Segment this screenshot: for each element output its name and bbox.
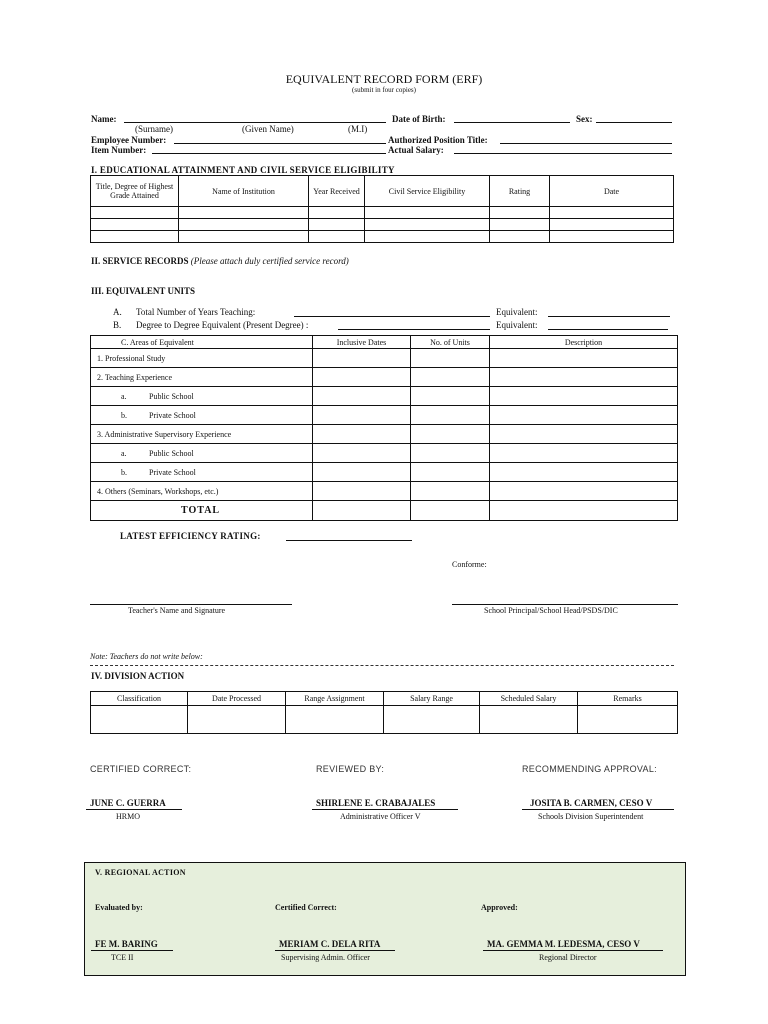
efficiency-rating-field[interactable]	[286, 540, 412, 541]
row-letter: a.	[121, 448, 127, 458]
table-row[interactable]	[91, 207, 674, 219]
col-inclusive-dates: Inclusive Dates	[313, 336, 411, 349]
row-letter: b.	[121, 410, 127, 420]
table-row[interactable]	[91, 706, 678, 734]
signatory-name: JUNE C. GUERRA	[90, 798, 166, 808]
position-title-label: Authorized Position Title:	[388, 135, 488, 145]
signatory-title: Administrative Officer V	[340, 812, 421, 821]
equivalent-b-label: Equivalent:	[496, 320, 538, 330]
teacher-signature-line[interactable]	[90, 604, 292, 605]
teachers-note: Note: Teachers do not write below:	[90, 652, 203, 661]
division-action-table	[90, 691, 678, 734]
col-description: Description	[490, 336, 678, 349]
name-label: Name:	[91, 114, 117, 124]
table-row[interactable]	[91, 406, 678, 425]
signature-line	[483, 950, 663, 951]
row-label: Private School	[149, 467, 196, 477]
col-units: No. of Units	[411, 336, 490, 349]
item-number-field[interactable]	[152, 153, 386, 154]
col-remarks: Remarks	[578, 692, 678, 706]
efficiency-rating-label: LATEST EFFICIENCY RATING:	[120, 531, 261, 541]
total-row[interactable]	[91, 501, 678, 521]
actual-salary-field[interactable]	[454, 153, 672, 154]
evaluated-by-label: Evaluated by:	[95, 903, 143, 912]
signature-line	[86, 809, 182, 810]
equivalent-units-table	[90, 335, 678, 521]
employee-number-label: Employee Number:	[91, 135, 167, 145]
col-institution: Name of Institution	[179, 176, 309, 207]
col-areas: C. Areas of Equivalent	[91, 336, 313, 349]
row-label: Public School	[149, 391, 194, 401]
section2-heading: II. SERVICE RECORDS	[91, 256, 189, 266]
col-title-degree: Title, Degree of Highest Grade Attained	[91, 176, 179, 207]
item-number-label: Item Number:	[91, 145, 147, 155]
recommending-approval-label: RECOMMENDING APPROVAL:	[522, 764, 657, 774]
item-b-letter: B.	[113, 320, 122, 330]
signatory-title: Regional Director	[539, 953, 597, 962]
section4-heading: IV. DIVISION ACTION	[91, 671, 185, 681]
equivalent-a-field[interactable]	[548, 316, 670, 317]
row-label: 4. Others (Seminars, Workshops, etc.)	[97, 486, 219, 496]
table-row[interactable]	[91, 463, 678, 482]
table-row[interactable]	[91, 387, 678, 406]
col-year-received: Year Received	[309, 176, 365, 207]
item-a-letter: A.	[113, 307, 122, 317]
surname-caption: (Surname)	[135, 124, 173, 134]
table-row[interactable]	[91, 425, 678, 444]
employee-number-field[interactable]	[174, 143, 386, 144]
col-classification: Classification	[91, 692, 188, 706]
section2-note: (Please attach duly certified service record)	[190, 256, 349, 266]
divider	[90, 665, 674, 666]
row-label: 1. Professional Study	[97, 353, 166, 363]
conforme-label: Conforme:	[452, 560, 487, 569]
section1-heading: I. EDUCATIONAL ATTAINMENT AND CIVIL SERVICE ELIGIBILITY	[91, 165, 395, 175]
section2	[91, 256, 349, 266]
form-title: EQUIVALENT RECORD FORM (ERF)	[285, 72, 483, 86]
name-field[interactable]	[124, 122, 386, 123]
row-label: Private School	[149, 410, 196, 420]
form-subtitle: (submit in four copies)	[352, 86, 416, 94]
sex-field[interactable]	[596, 122, 672, 123]
reviewed-by-label: REVIEWED BY:	[316, 764, 385, 774]
table-row[interactable]	[91, 444, 678, 463]
signature-line	[91, 950, 173, 951]
signatory-name: SHIRLENE E. CRABAJALES	[316, 798, 436, 808]
row-label: Public School	[149, 448, 194, 458]
total-label: TOTAL	[91, 501, 313, 521]
col-scheduled-salary: Scheduled Salary	[480, 692, 578, 706]
row-label: 2. Teaching Experience	[97, 372, 173, 382]
table-row[interactable]	[91, 231, 674, 243]
signatory-title: Schools Division Superintendent	[538, 812, 644, 821]
degree-equivalent-field[interactable]	[338, 329, 490, 330]
approved-label: Approved:	[481, 903, 518, 912]
sex-label: Sex:	[576, 114, 593, 124]
row-letter: a.	[121, 391, 127, 401]
signatory-name: JOSITA B. CARMEN, CESO V	[530, 798, 653, 808]
years-teaching-label: Total Number of Years Teaching:	[136, 307, 256, 317]
row-label: 3. Administrative Supervisory Experience	[97, 429, 232, 439]
table-row[interactable]	[91, 368, 678, 387]
certified-correct-label: Certified Correct:	[275, 903, 337, 912]
signatory-name: FE M. BARING	[95, 939, 158, 949]
col-date-processed: Date Processed	[188, 692, 286, 706]
equivalent-b-field[interactable]	[548, 329, 668, 330]
col-date: Date	[550, 176, 674, 207]
signatory-name: MA. GEMMA M. LEDESMA, CESO V	[487, 939, 640, 949]
actual-salary-label: Actual Salary:	[388, 145, 444, 155]
equivalent-a-label: Equivalent:	[496, 307, 538, 317]
signatory-title: HRMO	[116, 812, 141, 821]
education-table	[90, 175, 674, 243]
signatory-name: MERIAM C. DELA RITA	[279, 939, 381, 949]
table-row[interactable]	[91, 482, 678, 501]
col-rating: Rating	[490, 176, 550, 207]
certified-correct-label: CERTIFIED CORRECT:	[90, 764, 192, 774]
regional-action-box	[84, 862, 686, 976]
signatory-title: TCE II	[111, 953, 134, 962]
signature-line	[312, 809, 458, 810]
years-teaching-field[interactable]	[294, 316, 490, 317]
signature-line	[522, 809, 674, 810]
degree-equivalent-label: Degree to Degree Equivalent (Present Degree) :	[136, 320, 309, 330]
position-title-field[interactable]	[500, 143, 672, 144]
principal-signature-caption: School Principal/School Head/PSDS/DIC	[484, 606, 618, 615]
dob-label: Date of Birth:	[392, 114, 446, 124]
dob-field[interactable]	[454, 122, 570, 123]
table-row[interactable]	[91, 349, 678, 368]
col-range-assignment: Range Assignment	[286, 692, 384, 706]
given-name-caption: (Given Name)	[242, 124, 294, 134]
section3-heading: III. EQUIVALENT UNITS	[91, 286, 195, 296]
signatory-title: Supervising Admin. Officer	[281, 953, 370, 962]
signature-line	[275, 950, 395, 951]
table-row[interactable]	[91, 219, 674, 231]
col-eligibility: Civil Service Eligibility	[365, 176, 490, 207]
col-salary-range: Salary Range	[384, 692, 480, 706]
section5-heading: V. REGIONAL ACTION	[95, 868, 186, 877]
mi-caption: (M.I)	[348, 124, 368, 134]
principal-signature-line[interactable]	[452, 604, 678, 605]
row-letter: b.	[121, 467, 127, 477]
teacher-signature-caption: Teacher's Name and Signature	[128, 606, 226, 615]
